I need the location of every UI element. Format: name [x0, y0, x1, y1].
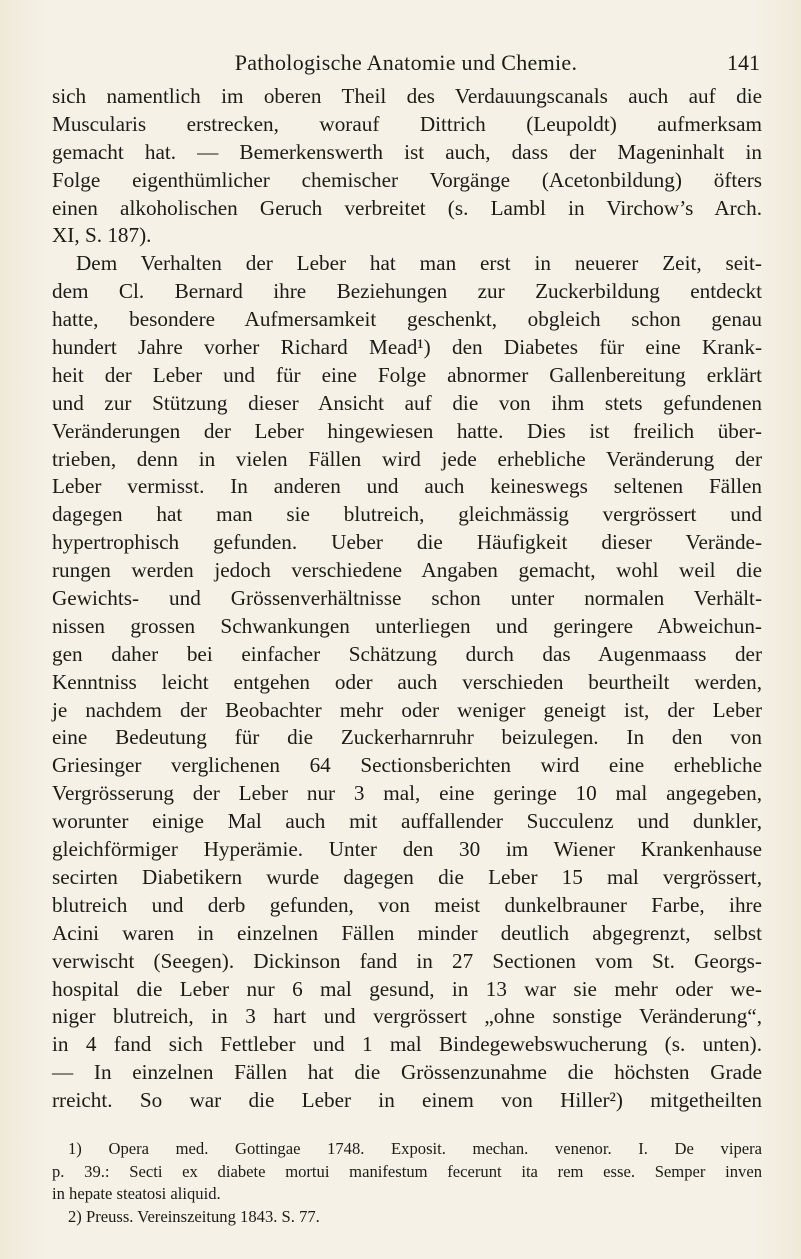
page-header	[52, 50, 760, 80]
text-line: — In einzelnen Fällen hat die Grössenzunahme die höchsten Grade	[52, 1060, 762, 1085]
text-line: Acini waren in einzelnen Fällen minder deutlich abgegrenzt, selbst	[52, 920, 762, 945]
text-line: rungen werden jedoch verschiedene Angaben gemacht, wohl weil die	[52, 558, 762, 583]
text-line: Griesinger verglichenen 64 Sectionsberichten wird eine erhebliche	[52, 753, 762, 778]
text-line: und zur Stützung dieser Ansicht auf die von ihm stets gefundenen	[52, 390, 762, 415]
running-title: Pathologische Anatomie und Chemie.	[234, 50, 578, 75]
text-line: nissen grossen Schwankungen unterliegen und geringere Abweichun-	[52, 613, 762, 638]
text-line: hundert Jahre vorher Richard Mead¹) den Diabetes für eine Krank-	[52, 335, 762, 360]
text-line: rreicht. So war die Leber in einem von Hiller²) mitgetheilten	[52, 1088, 762, 1113]
text-line: worunter einige Mal auch mit auffallender Succulenz und dunkler,	[52, 809, 762, 834]
text-line: trieben, denn in vielen Fällen wird jede erhebliche Veränderung der	[52, 446, 762, 471]
text-line: Kenntniss leicht entgehen oder auch verschieden beurtheilt werden,	[52, 669, 762, 694]
text-line: in 4 fand sich Fettleber und 1 mal Bindegewebswucherung (s. unten).	[52, 1032, 762, 1057]
text-line: gen daher bei einfacher Schätzung durch das Augenmaass der	[52, 641, 762, 666]
text-line: gleichförmiger Hyperämie. Unter den 30 im Wiener Krankenhause	[52, 837, 762, 862]
text-line: Dem Verhalten der Leber hat man erst in neuerer Zeit, seit-	[76, 251, 762, 276]
text-line: dagegen hat man sie blutreich, gleichmässig vergrössert und	[52, 502, 762, 527]
text-line: Gewichts- und Grössenverhältnisse schon unter normalen Verhält-	[52, 586, 762, 611]
body-text	[52, 83, 762, 1115]
text-line: XI, S. 187).	[52, 223, 152, 248]
text-line: eine Bedeutung für die Zuckerharnruhr beizulegen. In den von	[52, 725, 762, 750]
text-line: heit der Leber und für eine Folge abnormer Gallenbereitung erklärt	[52, 362, 762, 387]
footnote-line: 1) Opera med. Gottingae 1748. Exposit. mechan. venenor. I. De vipera	[68, 1139, 762, 1158]
text-line: dem Cl. Bernard ihre Beziehungen zur Zuckerbildung entdeckt	[52, 279, 762, 304]
text-line: Vergrösserung der Leber nur 3 mal, eine geringe 10 mal angegeben,	[52, 781, 762, 806]
footnote-line: p. 39.: Secti ex diabete mortui manifestum fecerunt ita rem esse. Semper inven	[52, 1161, 762, 1181]
page-number: 141	[727, 50, 760, 75]
footnote-line: in hepate steatosi aliquid.	[52, 1184, 221, 1203]
text-line: sich namentlich im oberen Theil des Verdauungscanals auch auf die	[52, 84, 762, 108]
text-line: Muscularis erstrecken, worauf Dittrich (Leupoldt) aufmerksam	[52, 111, 762, 136]
text-line: Veränderungen der Leber hingewiesen hatte. Dies ist freilich über-	[52, 418, 762, 443]
text-line: hospital die Leber nur 6 mal gesund, in 13 war sie mehr oder we-	[52, 976, 762, 1001]
footnote-line: 2) Preuss. Vereinszeitung 1843. S. 77.	[68, 1206, 320, 1226]
text-line: secirten Diabetikern wurde dagegen die Leber 15 mal vergrössert,	[52, 864, 762, 889]
text-line: einen alkoholischen Geruch verbreitet (s. Lambl in Virchow’s Arch.	[52, 195, 762, 220]
text-line: hatte, besondere Aufmersamkeit geschenkt, obgleich schon genau	[52, 307, 762, 332]
text-line: gemacht hat. — Bemerkenswerth ist auch, dass der Mageninhalt in	[52, 139, 762, 164]
text-line: niger blutreich, in 3 hart und vergrössert „ohne sonstige Veränderung“,	[52, 1004, 762, 1029]
text-line: Folge eigenthümlicher chemischer Vorgänge (Acetonbildung) öfters	[52, 167, 762, 192]
text-line: hypertrophisch gefunden. Ueber die Häufigkeit dieser Verände-	[52, 530, 762, 555]
text-line: je nachdem der Beobachter mehr oder weniger geneigt ist, der Leber	[52, 697, 762, 722]
text-line: blutreich und derb gefunden, von meist dunkelbrauner Farbe, ihre	[52, 892, 762, 917]
text-line: Leber vermisst. In anderen und auch keineswegs seltenen Fällen	[52, 474, 762, 499]
text-line: verwischt (Seegen). Dickinson fand in 27 Sectionen vom St. Georgs-	[52, 948, 762, 973]
footnotes	[52, 1138, 762, 1228]
